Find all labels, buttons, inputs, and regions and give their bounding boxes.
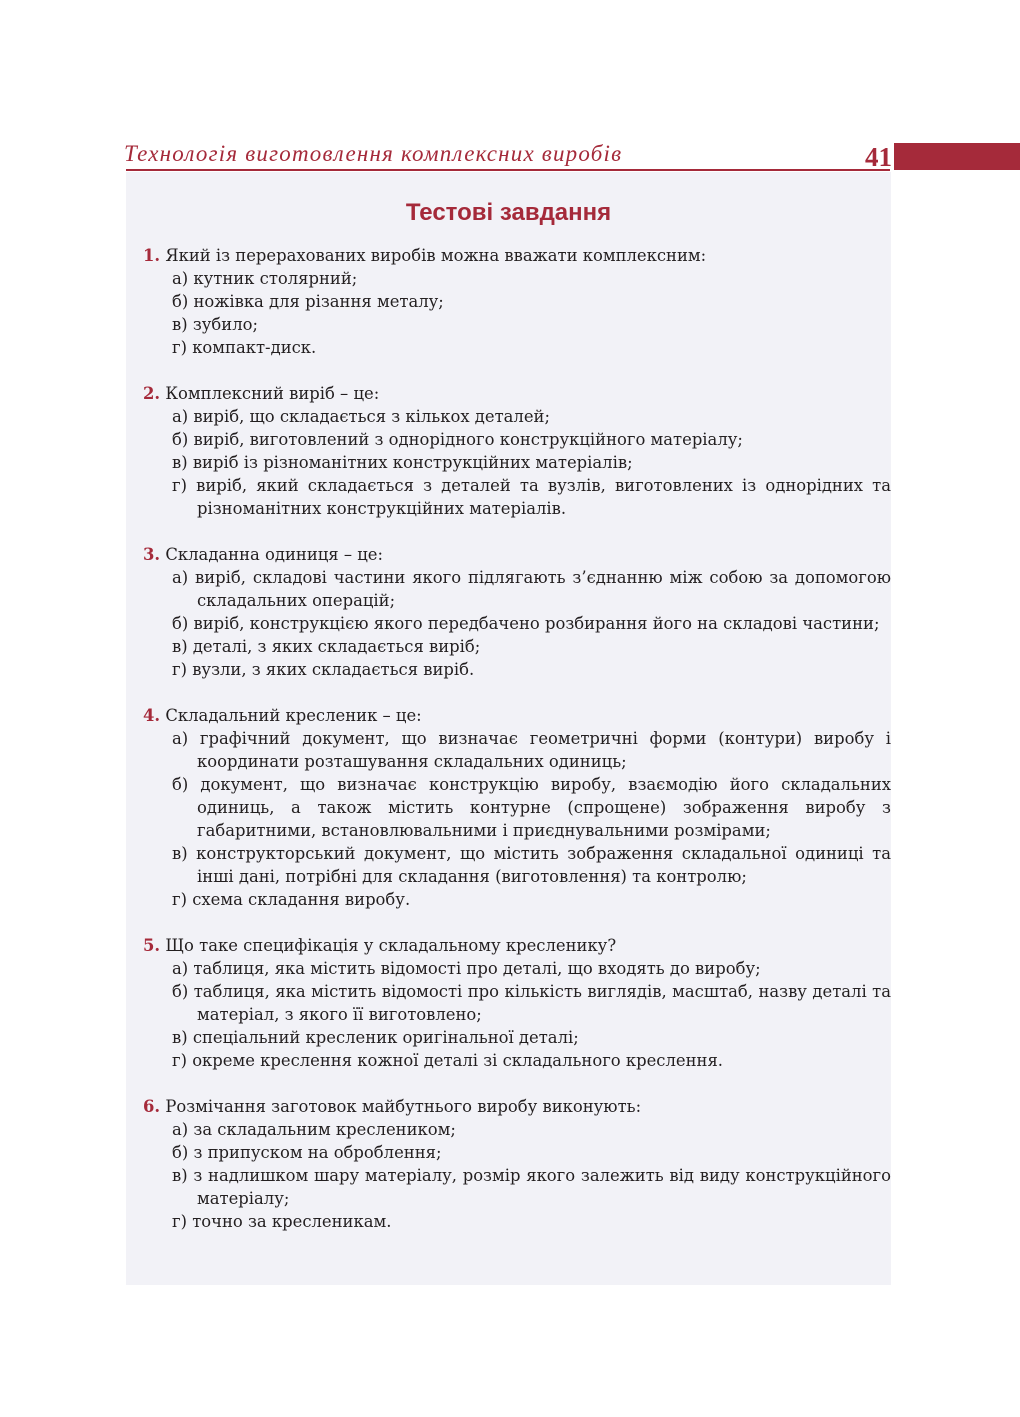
question — [143, 934, 891, 1072]
answer-option: б) виріб, виготовлений з однорідного конструкційного матеріалу; — [172, 430, 743, 449]
question-line — [143, 244, 891, 267]
question-line — [143, 543, 891, 566]
question-text: Комплексний виріб – це: — [165, 384, 380, 403]
answer-option: б) виріб, конструкцією якого передбачено розбирання його на складові частини; — [172, 614, 880, 633]
question-number: 6. — [143, 1097, 161, 1116]
question-number: 3. — [143, 545, 161, 564]
answer-option: в) спеціальний кресленик оригінальної деталі; — [172, 1028, 579, 1047]
page-number: 41 — [865, 142, 892, 172]
answer-option: а) виріб, що складається з кількох деталей; — [172, 407, 550, 426]
answer-option: а) за складальним креслеником; — [172, 1120, 456, 1139]
answer-option: а) графічний документ, що визначає геометричні форми (контури) виробу і координати розташування складальних одиниць; — [172, 729, 891, 771]
answer-option: а) таблиця, яка містить відомості про деталі, що входять до виробу; — [172, 959, 761, 978]
answer-option: б) таблиця, яка містить відомості про кількість виглядів, масштаб, назву деталі та матеріал, з якого її виготовлено; — [172, 982, 891, 1024]
answer-option: в) конструкторський документ, що містить зображення складальної одиниці та інші дані, потрібні для складання (виготовлення) та контролю; — [172, 844, 891, 886]
page-tab — [894, 143, 1020, 170]
question-text: Який із перерахованих виробів можна вважати комплексним: — [165, 246, 707, 265]
answer-option: г) окреме креслення кожної деталі зі складального креслення. — [172, 1051, 723, 1070]
question-line — [143, 934, 891, 957]
answer-option: г) вузли, з яких складається виріб. — [172, 660, 475, 679]
question-text: Що таке специфікація у складальному кресленику? — [165, 936, 617, 955]
answer-option: г) точно за кресленикам. — [172, 1212, 392, 1231]
answer-option: б) документ, що визначає конструкцію виробу, взаємодію його складальних одиниць, а також містить контурне (спрощене) зображення виробу з габаритними, встановлювальними і приєднувальними розмірами; — [172, 775, 891, 840]
question — [143, 382, 891, 520]
question-number: 1. — [143, 246, 161, 265]
header-rule — [126, 169, 890, 171]
answer-option: в) деталі, з яких складається виріб; — [172, 637, 481, 656]
question-line — [143, 1095, 891, 1118]
question — [143, 704, 891, 911]
answer-option: г) виріб, який складається з деталей та вузлів, виготовлених із однорідних та різноманітних конструкційних матеріалів. — [172, 476, 891, 518]
answer-option: в) зубило; — [172, 315, 259, 334]
question-text: Складанна одиниця – це: — [165, 545, 383, 564]
question — [143, 244, 891, 359]
answer-option: г) схема складання виробу. — [172, 890, 411, 909]
section-title: Тестові завдання — [405, 199, 612, 226]
question-line — [143, 382, 891, 405]
answer-option: а) виріб, складові частини якого підлягають з’єднанню між собою за допомогою складальних операцій; — [172, 568, 891, 610]
answer-option: г) компакт-диск. — [172, 338, 317, 357]
question-number: 5. — [143, 936, 161, 955]
question-text: Розмічання заготовок майбутнього виробу виконують: — [165, 1097, 642, 1116]
running-header: Технологія виготовлення комплексних виробів — [124, 141, 623, 166]
questions-list — [143, 244, 891, 1256]
answer-option: а) кутник столярний; — [172, 269, 358, 288]
question — [143, 543, 891, 681]
question-text: Складальний кресленик – це: — [165, 706, 422, 725]
question-number: 4. — [143, 706, 161, 725]
question-line — [143, 704, 891, 727]
answer-option: б) з припуском на оброблення; — [172, 1143, 442, 1162]
answer-option: б) ножівка для різання металу; — [172, 292, 444, 311]
answer-option: в) з надлишком шару матеріалу, розмір якого залежить від виду конструкційного матеріалу; — [172, 1166, 891, 1208]
question-number: 2. — [143, 384, 161, 403]
question — [143, 1095, 891, 1233]
answer-option: в) виріб із різноманітних конструкційних матеріалів; — [172, 453, 633, 472]
